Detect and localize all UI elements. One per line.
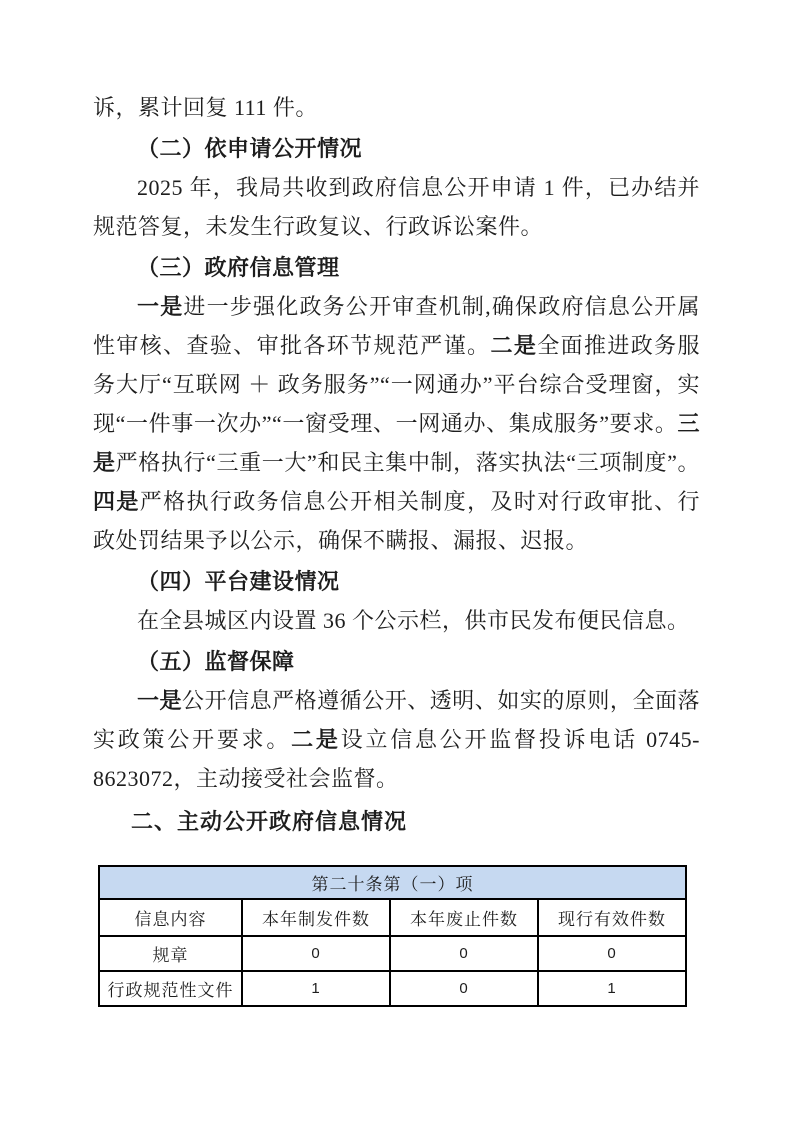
text-run-2: 全面推进政务服务大厅“互联网 ＋ 政务服务”“一网通办”平台综合受理窗，实现“一件事一次办”“一窗受理、一网通办、集成服务”要求。 — [93, 333, 700, 436]
disclosure-stats-table — [98, 865, 687, 1007]
bold-run-3: 三是 — [93, 411, 700, 475]
bold-run-2: 二是 — [291, 727, 341, 752]
heading-section-4: （四）平台建设情况 — [137, 569, 340, 594]
paragraph-continuation: 诉，累计回复 111 件。 — [93, 95, 318, 120]
table-title-cell: 第二十条第（一）项 — [99, 866, 686, 899]
text-run-1: 公开信息严格遵循公开、透明、如实的原则，全面落实政策公开要求。 — [93, 688, 700, 752]
heading-section-3: （三）政府信息管理 — [137, 255, 340, 280]
heading-section-5: （五）监督保障 — [137, 649, 295, 674]
paragraph-section-3 — [93, 287, 700, 560]
bold-run-4: 四是 — [93, 489, 140, 514]
text-run-1: 进一步强化政务公开审查机制,确保政府信息公开属性审核、查验、审批各环节规范严谨。 — [93, 294, 700, 358]
cell-value: 0 — [538, 936, 686, 971]
cell-value: 0 — [390, 971, 538, 1006]
table-row — [99, 936, 686, 971]
table-row — [99, 971, 686, 1006]
cell-value: 1 — [242, 971, 390, 1006]
column-header: 现行有效件数 — [538, 899, 686, 936]
column-header: 本年制发件数 — [242, 899, 390, 936]
text-run-2: 设立信息公开监督投诉电话 0745-8623072，主动接受社会监督。 — [93, 727, 700, 791]
heading-section-2: （二）依申请公开情况 — [137, 136, 363, 161]
cell-value: 0 — [390, 936, 538, 971]
table-header-row — [99, 899, 686, 936]
bold-run-1: 一是 — [137, 294, 184, 319]
paragraph-section-5 — [93, 681, 700, 798]
text-run-3: 严格执行“三重一大”和民主集中制，落实执法“三项制度”。 — [115, 450, 700, 475]
paragraph-section-2: 2025 年，我局共收到政府信息公开申请 1 件，已办结并规范答复，未发生行政复议、行政诉讼案件。 — [93, 175, 700, 239]
cell-value: 0 — [242, 936, 390, 971]
row-label: 规章 — [99, 936, 242, 971]
column-header: 信息内容 — [99, 899, 242, 936]
paragraph-section-4: 在全县城区内设置 36 个公示栏，供市民发布便民信息。 — [137, 608, 690, 633]
row-label: 行政规范性文件 — [99, 971, 242, 1006]
bold-run-1: 一是 — [137, 688, 183, 713]
cell-value: 1 — [538, 971, 686, 1006]
table-title-row — [99, 866, 686, 899]
bold-run-2: 二是 — [490, 333, 538, 358]
heading-part-2: 二、主动公开政府信息情况 — [131, 809, 408, 834]
column-header: 本年废止件数 — [390, 899, 538, 936]
text-run-4: 严格执行政务信息公开相关制度，及时对行政审批、行政处罚结果予以公示，确保不瞒报、漏报、迟报。 — [93, 489, 700, 553]
